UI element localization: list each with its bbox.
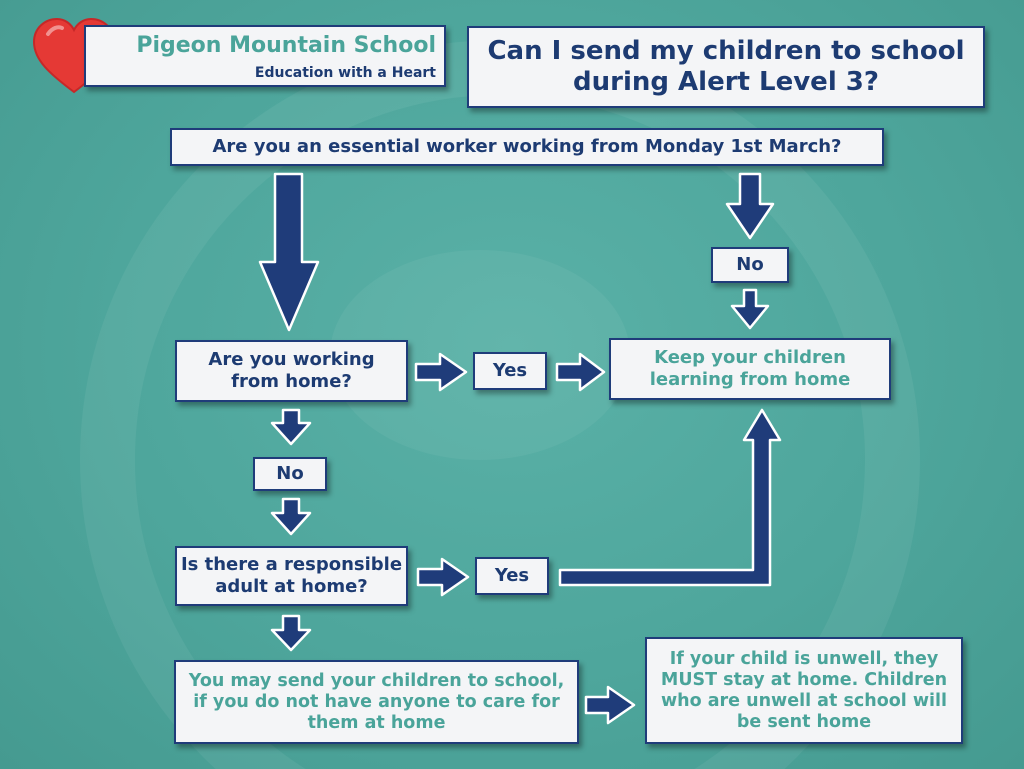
unwell-notice-line1: If your child is unwell, they <box>669 648 939 669</box>
unwell-notice-line2: MUST stay at home. Children <box>660 669 948 690</box>
essential-worker-question-text: Are you an essential worker working from Monday 1st March? <box>212 136 842 158</box>
send-to-school-line2: if you do not have anyone to care for <box>193 691 560 712</box>
arrow-down-to-adult-icon <box>272 499 310 534</box>
arrow-down-to-send-icon <box>272 616 310 650</box>
arrow-down-to-no-mid-icon <box>272 410 310 444</box>
page-title-line1: Can I send my children to school <box>487 35 965 66</box>
arrow-right-to-keep-icon <box>557 354 604 390</box>
arrow-down-large-icon <box>260 174 318 330</box>
responsible-adult-line2: adult at home? <box>215 576 368 597</box>
send-to-school-line1: You may send your children to school, <box>188 670 565 691</box>
arrow-right-to-yes1-icon <box>416 354 466 390</box>
school-tagline: Education with a Heart <box>254 65 436 81</box>
arrow-down-to-no-icon <box>727 174 773 238</box>
no-label-top-text: No <box>736 254 764 276</box>
keep-learning-line1: Keep your children <box>654 347 846 369</box>
page-title-line2: during Alert Level 3? <box>573 67 879 97</box>
unwell-notice-line4: be sent home <box>736 711 872 732</box>
working-from-home-line1: Are you working <box>208 349 375 371</box>
yes-label-2-text: Yes <box>494 565 530 587</box>
arrow-up-to-keep-icon <box>560 410 780 585</box>
send-to-school-line3: them at home <box>307 712 446 733</box>
yes-label-1-text: Yes <box>492 360 528 382</box>
arrow-right-to-yes2-icon <box>418 559 468 595</box>
arrow-right-to-unwell-icon <box>586 687 634 723</box>
working-from-home-line2: from home? <box>231 371 352 392</box>
keep-learning-line2: learning from home <box>649 369 851 390</box>
responsible-adult-line1: Is there a responsible <box>180 554 403 576</box>
no-label-mid-text: No <box>276 463 304 485</box>
school-name: Pigeon Mountain School <box>136 33 436 58</box>
unwell-notice-line3: who are unwell at school will <box>661 690 947 711</box>
arrow-down-to-keep-icon <box>732 290 768 328</box>
